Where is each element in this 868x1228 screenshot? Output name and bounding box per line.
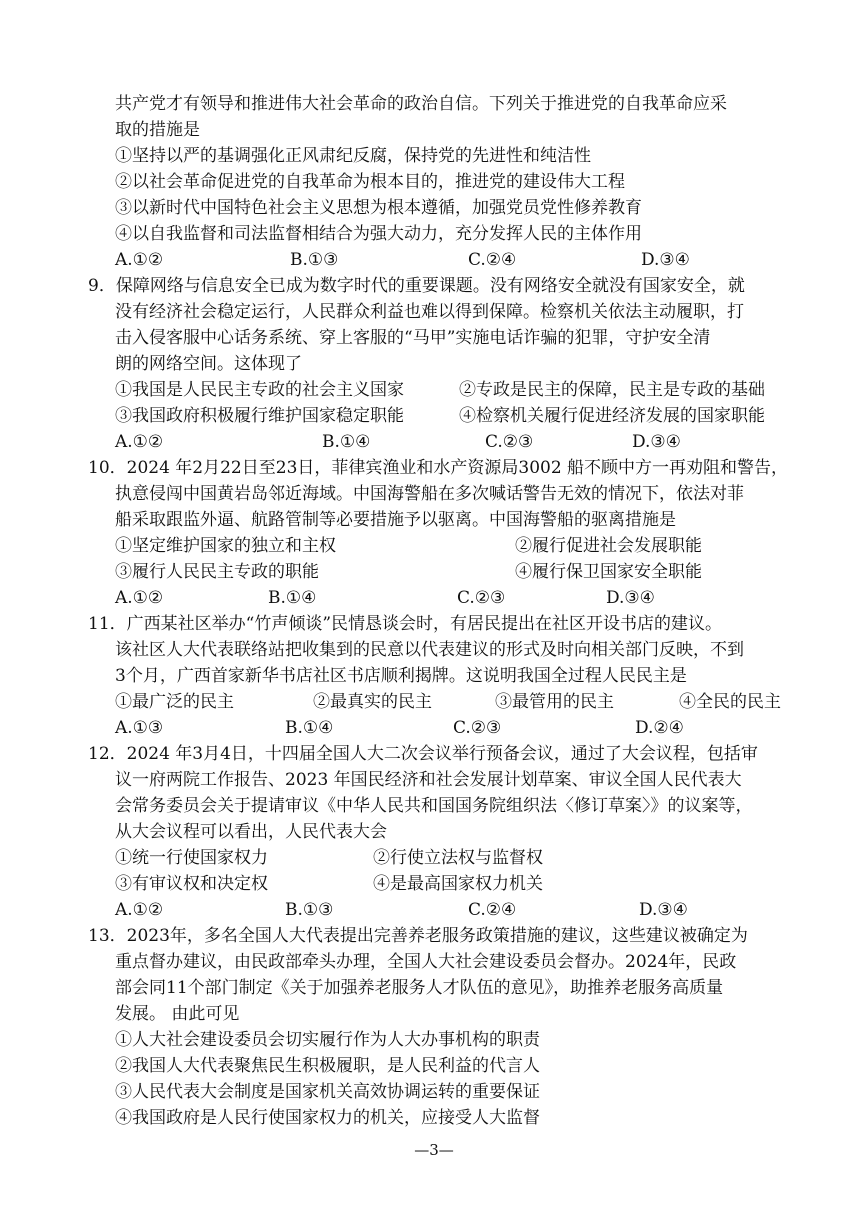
statement: ③最管用的民主	[495, 692, 614, 712]
option-d: D.③④	[641, 250, 690, 270]
statement: ③履行人民民主专政的职能	[115, 562, 319, 582]
statement: ③有审议权和决定权	[115, 874, 268, 894]
option-c: C.②③	[457, 588, 506, 608]
statement: ①最广泛的民主	[115, 692, 234, 712]
question-stem-line: 发展。 由此可见	[115, 1004, 240, 1024]
option-b: B.①④	[268, 588, 317, 608]
option-c: C.②③	[485, 432, 534, 452]
statement: ④检察机关履行促进经济发展的国家职能	[459, 406, 765, 426]
option-a: A.①③	[115, 718, 164, 738]
option-b: B.①③	[285, 900, 334, 920]
statement: ③以新时代中国特色社会主义思想为根本遵循，加强党员党性修养教育	[115, 198, 642, 218]
question-stem-line: 取的措施是	[115, 120, 200, 140]
statement: ②行使立法权与监督权	[373, 848, 543, 868]
answer-options	[115, 899, 815, 921]
question-stem-line: 朗的网络空间。这体现了	[115, 354, 302, 374]
option-c: C.②④	[468, 900, 517, 920]
question-stem-line: 没有经济社会稳定运行，人民群众利益也难以得到保障。检察机关依法主动履职，打	[115, 302, 744, 322]
statement: ④是最高国家权力机关	[373, 874, 543, 894]
question-stem-line: 11．广西某社区举办“竹声倾谈”民情恳谈会时，有居民提出在社区开设书店的建议。	[88, 614, 723, 634]
option-b: B.①③	[290, 250, 339, 270]
option-a: A.①②	[115, 432, 164, 452]
question-stem-line: 该社区人大代表联络站把收集到的民意以代表建议的形式及时向相关部门反映，不到	[115, 640, 744, 660]
statement: ④履行保卫国家安全职能	[515, 562, 702, 582]
option-a: A.①②	[115, 250, 164, 270]
option-d: D.③④	[639, 900, 688, 920]
answer-options	[115, 587, 815, 609]
option-d: D.③④	[632, 432, 681, 452]
question-stem-line: 执意侵闯中国黄岩岛邻近海域。中国海警船在多次喊话警告无效的情况下，依法对菲	[115, 484, 744, 504]
option-a: A.①②	[115, 588, 164, 608]
question-stem-line: 会常务委员会关于提请审议《中华人民共和国国务院组织法〈修订草案〉》的议案等，	[115, 796, 753, 816]
question-stem-line: 议一府两院工作报告、2023 年国民经济和社会发展计划草案、审议全国人民代表大	[115, 770, 742, 790]
option-d: D.②④	[635, 718, 684, 738]
option-b: B.①④	[285, 718, 334, 738]
statement: ④以自我监督和司法监督相结合为强大动力，充分发挥人民的主体作用	[115, 224, 642, 244]
answer-options	[115, 717, 815, 739]
option-d: D.③④	[606, 588, 655, 608]
option-c: C.②③	[453, 718, 502, 738]
statement: ①坚定维护国家的独立和主权	[115, 536, 336, 556]
statement: ②我国人大代表聚焦民生积极履职，是人民利益的代言人	[115, 1056, 540, 1076]
statement: ①统一行使国家权力	[115, 848, 268, 868]
statement: ②最真实的民主	[313, 692, 432, 712]
statement: ②以社会革命促进党的自我革命为根本目的，推进党的建设伟大工程	[115, 172, 625, 192]
answer-options	[115, 431, 815, 453]
question-stem-line: 船采取跟监外逼、航路管制等必要措施予以驱离。中国海警船的驱离措施是	[115, 510, 676, 530]
question-stem-line: 3个月，广西首家新华书店社区书店顺利揭牌。这说明我国全过程人民民主是	[115, 666, 687, 686]
question-stem-line: 12．2024 年3月4日，十四届全国人大二次会议举行预备会议，通过了大会议程，包括审	[88, 744, 758, 764]
statement: ③我国政府积极履行维护国家稳定职能	[115, 406, 404, 426]
question-stem-line: 击入侵客服中心话务系统、穿上客服的“马甲”实施电话诈骗的犯罪，守护安全清	[115, 328, 711, 348]
question-stem-line: 共产党才有领导和推进伟大社会革命的政治自信。下列关于推进党的自我革命应采	[115, 94, 727, 114]
question-stem-line: 部会同11个部门制定《关于加强养老服务人才队伍的意见》，助推养老服务高质量	[115, 978, 724, 998]
statement: ②专政是民主的保障，民主是专政的基础	[459, 380, 765, 400]
statement: ①我国是人民民主专政的社会主义国家	[115, 380, 404, 400]
question-stem-line: 9．保障网络与信息安全已成为数字时代的重要课题。没有网络安全就没有国家安全，就	[88, 276, 745, 296]
statement: ④全民的民主	[679, 692, 781, 712]
question-stem-line: 从大会议程可以看出，人民代表大会	[115, 822, 387, 842]
statement: ③人民代表大会制度是国家机关高效协调运转的重要保证	[115, 1082, 540, 1102]
statement: ④我国政府是人民行使国家权力的机关，应接受人大监督	[115, 1108, 540, 1128]
question-stem-line: 10．2024 年2月22日至23日，菲律宾渔业和水产资源局3002 船不顾中方一再劝阻和警告，	[88, 458, 789, 478]
option-a: A.①②	[115, 900, 164, 920]
statement: ①人大社会建设委员会切实履行作为人大办事机构的职责	[115, 1030, 540, 1050]
question-stem-line: 13．2023年，多名全国人大代表提出完善养老服务政策措施的建议，这些建议被确定为	[88, 926, 748, 946]
page-number: —3—	[414, 1141, 454, 1159]
statement: ②履行促进社会发展职能	[515, 536, 702, 556]
statement-row	[115, 691, 815, 713]
option-b: B.①④	[322, 432, 371, 452]
option-c: C.②④	[468, 250, 517, 270]
statement: ①坚持以严的基调强化正风肃纪反腐，保持党的先进性和纯洁性	[115, 146, 591, 166]
question-stem-line: 重点督办建议，由民政部牵头办理，全国人大社会建设委员会督办。2024年，民政	[115, 952, 737, 972]
answer-options	[115, 249, 815, 271]
